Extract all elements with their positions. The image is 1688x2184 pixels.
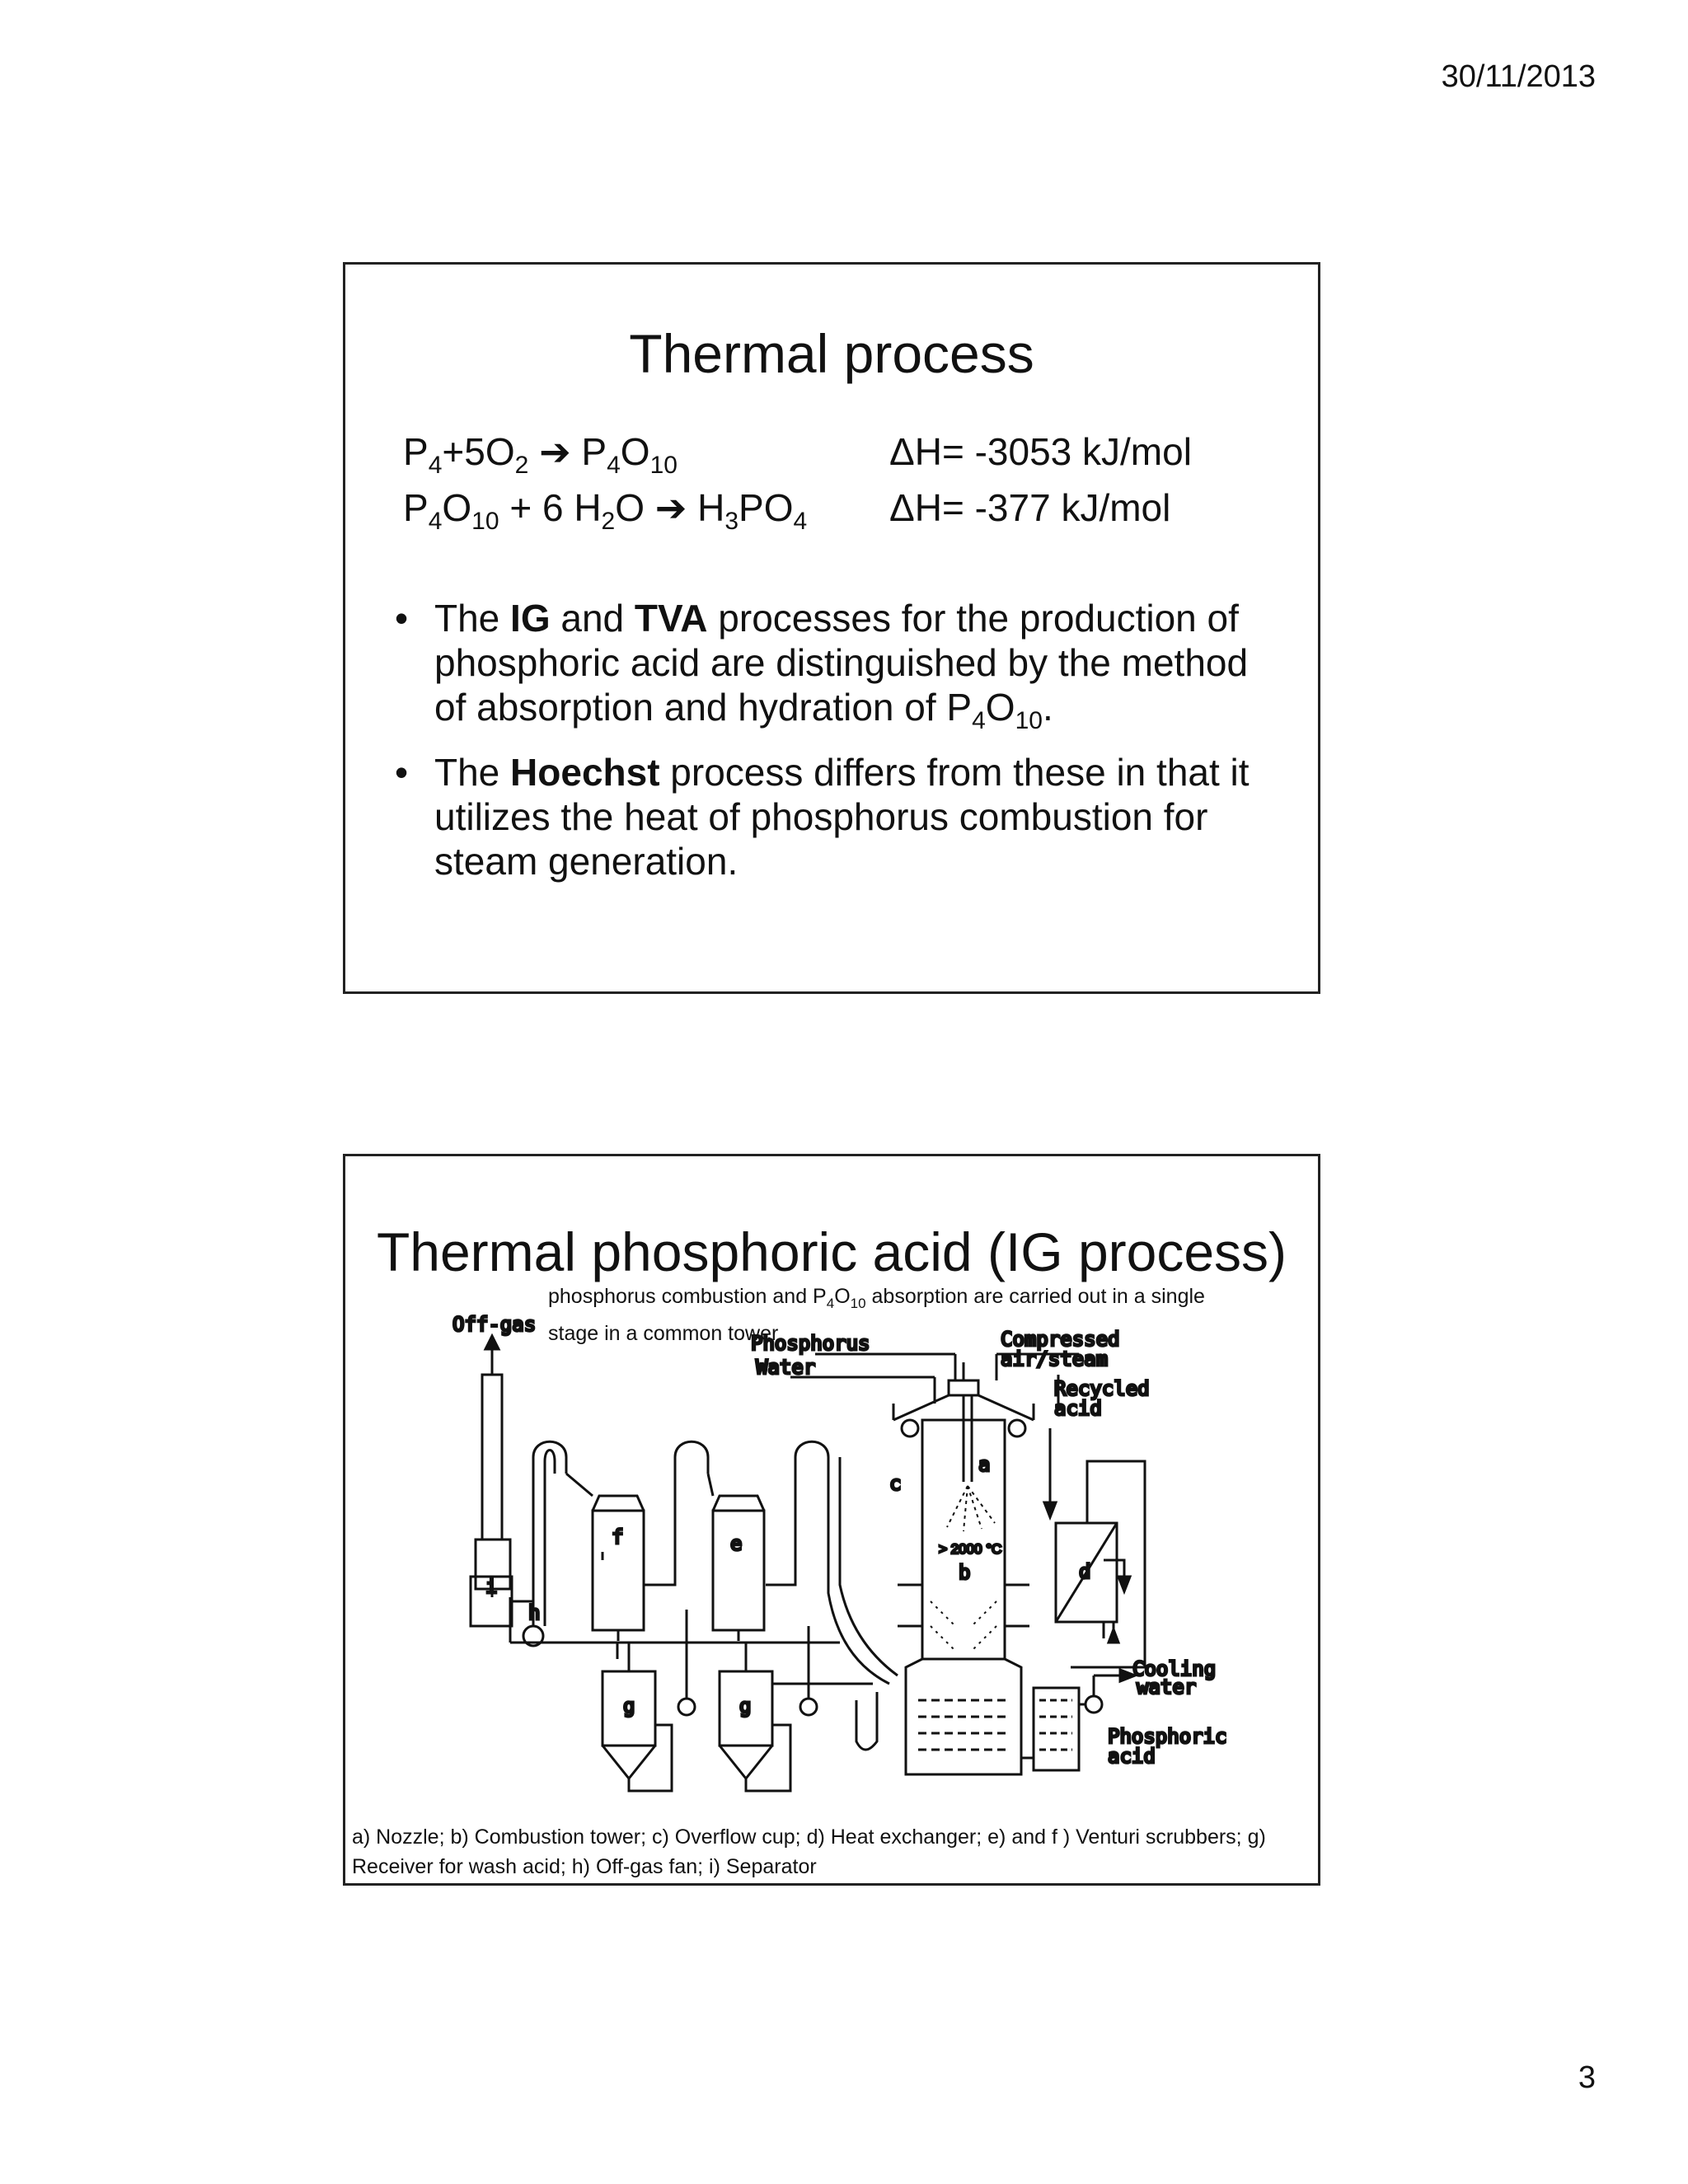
- heat-exchanger-d: [1044, 1428, 1145, 1667]
- label-c: c: [889, 1472, 902, 1495]
- bullet-list: [395, 596, 1268, 890]
- enthalpy-1: ΔH= -3053 kJ/mol: [889, 430, 1192, 473]
- label-e: e: [730, 1532, 743, 1555]
- slide-ig-process: [343, 1154, 1320, 1886]
- reaction-arrow: ➔: [539, 430, 571, 473]
- process-flow-diagram: [428, 1313, 1236, 1816]
- venturi-scrubber-e: [603, 1441, 828, 1641]
- equation-1: $P_4+5O_2$ ➔ $P_4O_{10}$: [403, 430, 678, 480]
- label-g2: g: [739, 1694, 752, 1718]
- label-h: h: [528, 1601, 541, 1624]
- page-date: 30/11/2013: [1441, 59, 1596, 94]
- label-water: Water: [756, 1356, 816, 1379]
- label-a: a: [978, 1453, 991, 1476]
- bullet-item: • The Hoechst process differs from these in that it utilizes the heat of phosphorus combustion for steam generation.: [395, 751, 1250, 883]
- figure-caption: a) Nozzle; b) Combustion tower; c) Overflow cup; d) Heat exchanger; e) and f ) Venturi scrubbers; g) Receiver for wash acid; h) Off-gas fan; i) Separator: [352, 1825, 1266, 1878]
- slide-subtitle: phosphorus combustion and $P_4O_{10}$ absorption are carried out in a single stage in a common tower: [548, 1285, 1205, 1345]
- separator-i: [471, 1577, 533, 1626]
- slide-title: Thermal process: [629, 323, 1034, 384]
- label-phosphorus: Phosphorus: [751, 1332, 870, 1355]
- label-g1: g: [623, 1694, 635, 1718]
- label-f: f: [612, 1526, 624, 1549]
- venturi-scrubber-f: [533, 1441, 644, 1641]
- bullet-item: • The IG and TVA processes for the production of phosphoric acid are distinguished by the method of absorption and hydration of $P_4O_{10}$.: [395, 596, 1268, 743]
- reaction-arrow: ➔: [654, 486, 687, 529]
- offgas-stack: [476, 1336, 510, 1597]
- label-recycled-acid: acid: [1054, 1397, 1102, 1420]
- label-compressed: Compressed: [1001, 1328, 1120, 1351]
- label-i: i: [485, 1575, 498, 1598]
- label-air-steam: air/steam: [1001, 1347, 1109, 1371]
- overflow-cup-c: [902, 1420, 918, 1436]
- page-number: 3: [1578, 2060, 1596, 2095]
- bullet-marker: •: [395, 751, 409, 794]
- slide-title: Thermal phosphoric acid (IG process): [376, 1221, 1287, 1282]
- enthalpy-2: ΔH= -377 kJ/mol: [889, 486, 1171, 529]
- label-cooling-water: water: [1137, 1675, 1197, 1699]
- slide-thermal-process: [343, 262, 1320, 994]
- label-temperature: > 2000 °C: [939, 1541, 1002, 1557]
- label-phosphoric-acid: acid: [1108, 1745, 1156, 1768]
- label-recycled: Recycled: [1054, 1377, 1150, 1400]
- label-d: d: [1079, 1560, 1091, 1583]
- label-offgas: Off-gas: [452, 1313, 537, 1336]
- label-cooling: Cooling: [1132, 1657, 1217, 1680]
- label-phosphoric: Phosphoric: [1108, 1725, 1227, 1748]
- label-b: b: [959, 1561, 971, 1584]
- bullet-marker: •: [395, 597, 409, 640]
- equation-2: $P_4O_{10} + 6$ $H_2O$ ➔ $H_3PO_4$: [403, 486, 808, 536]
